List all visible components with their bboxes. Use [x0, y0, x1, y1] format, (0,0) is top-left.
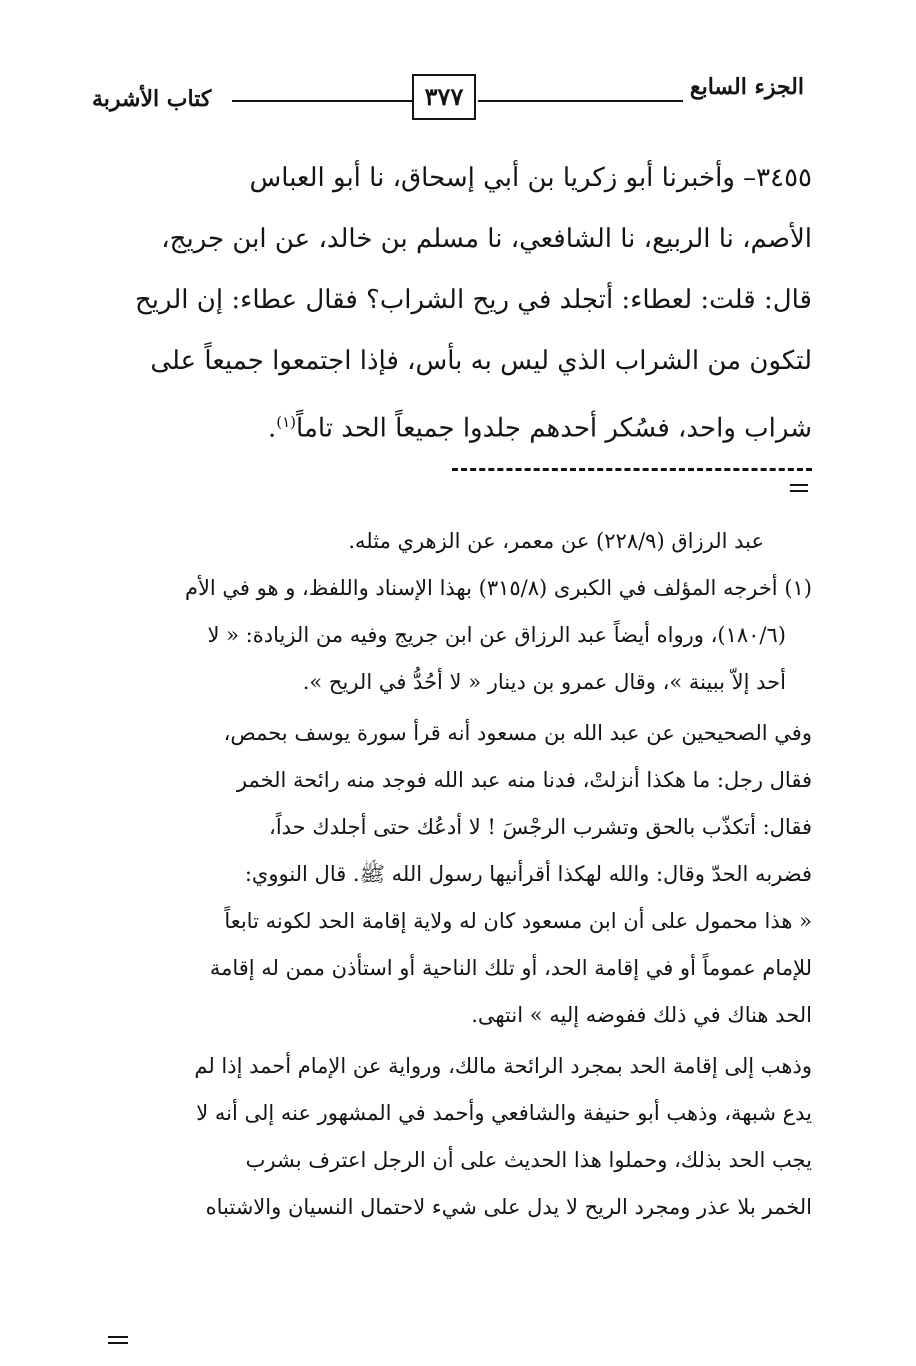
footnote-paragraph-line: فقال رجل: ما هكذا أنزلتْ، فدنا منه عبد الله فوجد منه رائحة الخمر — [236, 768, 812, 792]
footnote-paragraph-line: يجب الحد بذلك، وحملوا هذا الحديث على أن الرجل اعترف بشرب — [245, 1148, 812, 1172]
footnote-separator — [452, 468, 812, 471]
footnote-paragraph-line: وذهب إلى إقامة الحد بمجرد الرائحة مالك، ورواية عن الإمام أحمد إذا لم — [194, 1054, 812, 1078]
footnote-paragraph-line: وفي الصحيحين عن عبد الله بن مسعود أنه قرأ سورة يوسف بحمص، — [223, 721, 812, 745]
footnote-1-line: أحد إلاّ ببينة »، وقال عمرو بن دينار « لا أحُدُّ في الريح ». — [302, 670, 786, 694]
footnote-paragraph-line: الحد هناك في ذلك ففوضه إليه » انتهى. — [471, 1003, 812, 1027]
main-text — [90, 148, 812, 460]
footnote-continued: عبد الرزاق (٢٢٨/٩) عن معمر، عن الزهري مثله. — [348, 529, 764, 553]
header-rule-right — [478, 100, 683, 102]
main-line: ٣٤٥٥– وأخبرنا أبو زكريا بن أبي إسحاق، نا أبو العباس — [249, 163, 812, 193]
footnote-paragraph-line: يدع شبهة، وذهب أبو حنيفة والشافعي وأحمد في المشهور عنه إلى أنه لا — [196, 1101, 812, 1125]
footnotes — [90, 518, 812, 1231]
footnote-paragraph-line: « هذا محمول على أن ابن مسعود كان له ولاية إقامة الحد لكونه تابعاً — [224, 909, 812, 933]
footnote-paragraph-line: فضربه الحدّ وقال: والله لهكذا أقرأنيها رسول الله ﷺ. قال النووي: — [244, 862, 812, 886]
continuation-mark-bottom — [108, 1336, 128, 1348]
footnote-1-line: (١٨٠/٦)، ورواه أيضاً عبد الرزاق عن ابن جريج وفيه من الزيادة: « لا — [207, 623, 786, 647]
main-line — [90, 392, 812, 460]
footnote-paragraph-line: فقال: أتكذّب بالحق وتشرب الرجْسَ ! لا أدعُك حتى أجلدك حداً، — [269, 815, 812, 839]
continuation-mark — [790, 484, 808, 496]
footnote-1-line: (١) أخرجه المؤلف في الكبرى (٣١٥/٨) بهذا الإسناد واللفظ، و هو في الأم — [184, 576, 812, 600]
running-header-volume: الجزء السابع — [689, 74, 804, 100]
main-line-text: شراب واحد، فسُكر أحدهم جلدوا جميعاً الحد تاماً — [296, 413, 812, 444]
main-line: الأصم، نا الربيع، نا الشافعي، نا مسلم بن خالد، عن ابن جريج، — [161, 224, 812, 254]
period: . — [267, 413, 277, 444]
main-line: قال: قلت: لعطاء: أتجلد في ريح الشراب؟ فقال عطاء: إن الريح — [134, 285, 812, 315]
footnote-paragraph-line: للإمام عموماً أو في إقامة الحد، أو تلك الناحية أو استأذن ممن له إقامة — [209, 956, 812, 980]
footnote-paragraph-line: الخمر بلا عذر ومجرد الريح لا يدل على شيء لاحتمال النسيان والاشتباه — [205, 1195, 812, 1219]
page-number: ٣٧٧ — [412, 74, 476, 120]
running-header-book: كتاب الأشربة — [92, 86, 212, 112]
footnote-reference: (١) — [276, 413, 297, 431]
main-line: لتكون من الشراب الذي ليس به بأس، فإذا اجتمعوا جميعاً على — [150, 346, 812, 376]
header-rule-left — [232, 100, 412, 102]
